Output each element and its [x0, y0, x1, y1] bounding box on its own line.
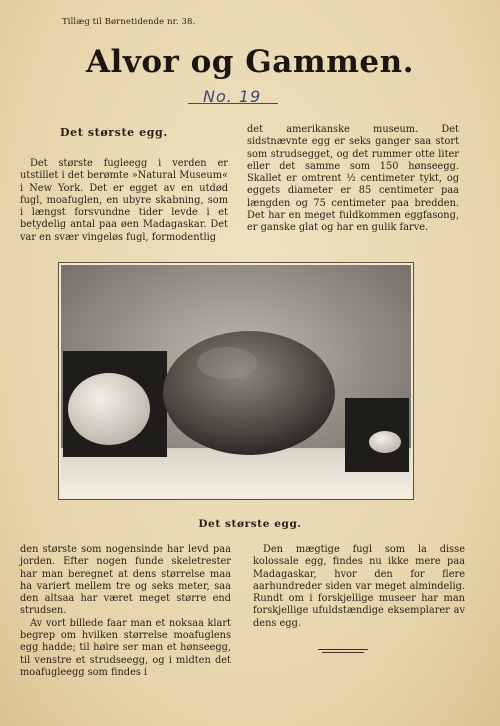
- end-rule: [322, 652, 364, 653]
- column-top-left: [20, 158, 228, 244]
- supplement-line: Tillæg til Børnetidende nr. 38.: [62, 17, 196, 27]
- handwritten-underline: [188, 103, 278, 104]
- egg-photo: [58, 262, 414, 500]
- column-bottom-left: [20, 544, 231, 679]
- column-top-right: [247, 124, 459, 235]
- egg-photo-illustration: [59, 263, 413, 499]
- moa-egg-highlight: [197, 347, 257, 379]
- ostrich-egg: [68, 373, 150, 445]
- moa-egg: [163, 331, 335, 455]
- article-title: Det største egg.: [60, 126, 168, 139]
- masthead-title: Alvor og Gammen.: [85, 44, 414, 80]
- paragraph: den største som nogensinde har levd paa jorden. Efter nogen funde skeletrester har man beregnet at dens størrelse maa ha variert mellem tre og seks meter, saa den altsaa har været meget større end strudsen.: [20, 544, 231, 617]
- hen-egg: [369, 431, 401, 453]
- paragraph: det amerikanske museum. Det sidstnævnte egg er seks ganger saa stort som strudsegget, og det rummer otte liter eller det samme som 150 hønseegg. Skallet er omtrent ½ centimeter tykt, og eggets diameter er 85 centimeter paa længden og 75 centimeter paa bredden. Det har en meget fuldkommen eggfasong, er ganske glat og har en gulik farve.: [247, 124, 459, 234]
- photo-caption: Det største egg.: [198, 518, 302, 530]
- column-bottom-right: [253, 544, 465, 630]
- end-rule: [318, 649, 368, 650]
- paragraph: Av vort billede faar man et noksaa klart begrep om hvilken størrelse moafuglens egg hadde; til høire ser man et hønseegg, til venstre et strudseegg, og i midten det moafugleegg som findes i: [20, 617, 231, 678]
- paragraph: Det største fugleegg i verden er utstillet i det berømte »Natural Museum« i New York. Det er egget av en utdød fugl, moafuglen, en ubyre skabning, som i længst forsvundne tider levde i et betydelig antal paa øen Madagaskar. Det var en svær vingeløs fugl, formodentlig: [20, 158, 228, 243]
- paragraph: Den mægtige fugl som la disse kolossale egg, findes nu ikke mere paa Madagaskar, hvor den for flere aarhundreder siden var meget almindelig. Rundt om i forskjellige museer har man forskjellige ufuldstændige eksemplarer av dens egg.: [253, 544, 465, 629]
- handwritten-issue-number: No. 19: [203, 87, 262, 106]
